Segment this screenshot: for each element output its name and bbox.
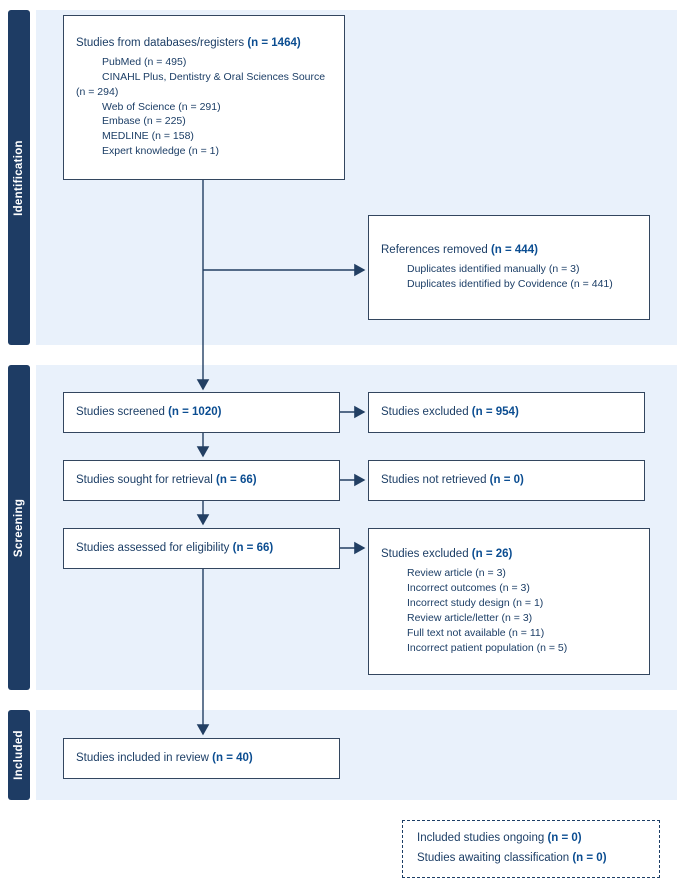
box-screened-label: Studies screened — [76, 406, 169, 419]
sub-item: MEDLINE (n = 158) — [102, 130, 194, 143]
sub-item: Duplicates identified manually (n = 3) — [407, 263, 580, 276]
box-included-review-title — [76, 751, 253, 766]
box-references-removed-title — [381, 243, 637, 258]
box-databases-count: (n = 1464) — [247, 36, 301, 49]
sub-item: PubMed (n = 495) — [102, 55, 187, 68]
box-databases — [63, 15, 345, 180]
box-not-retrieved-title — [381, 473, 524, 488]
sub-item: Web of Science (n = 291) — [102, 100, 221, 113]
box-screened-title — [76, 405, 221, 420]
box-references-removed-items — [381, 262, 637, 292]
awaiting-line — [417, 849, 645, 869]
stage-label-screening: Screening — [13, 498, 25, 557]
ongoing-line — [417, 829, 645, 849]
stage-label-included: Included — [13, 730, 25, 780]
box-retrieval-count: (n = 66) — [216, 474, 257, 487]
box-databases-items — [76, 55, 332, 159]
box-eligibility-label: Studies assessed for eligibility — [76, 542, 233, 555]
box-excluded-eligibility-items — [381, 566, 637, 655]
box-excluded-screening — [368, 392, 645, 433]
sub-item: Incorrect patient population (n = 5) — [407, 641, 568, 654]
sub-item: Duplicates identified by Covidence (n = 441) — [407, 277, 613, 290]
stage-bar-included — [8, 710, 30, 800]
box-excluded-screening-label: Studies excluded — [381, 406, 472, 419]
box-included-review — [63, 738, 340, 779]
box-retrieval-label: Studies sought for retrieval — [76, 474, 216, 487]
box-not-retrieved-count: (n = 0) — [489, 474, 524, 487]
box-excluded-eligibility-title — [381, 547, 637, 562]
ongoing-label: Included studies ongoing — [417, 832, 548, 845]
box-not-retrieved — [368, 460, 645, 501]
sub-item: CINAHL Plus, Dentistry & Oral Sciences Source (n = 294) — [76, 70, 326, 98]
box-eligibility — [63, 528, 340, 569]
box-databases-title — [76, 36, 332, 51]
awaiting-count: (n = 0) — [572, 852, 607, 864]
box-included-review-count: (n = 40) — [212, 752, 253, 765]
stage-bar-identification — [8, 10, 30, 345]
awaiting-label: Studies awaiting classification — [417, 852, 573, 864]
box-included-review-label: Studies included in review — [76, 752, 213, 765]
box-databases-label: Studies from databases/registers — [76, 36, 248, 49]
box-excluded-eligibility — [368, 528, 650, 675]
box-eligibility-count: (n = 66) — [232, 542, 274, 555]
box-ongoing-awaiting — [402, 820, 660, 878]
box-references-removed-count: (n = 444) — [490, 244, 538, 257]
stage-bar-screening — [8, 365, 30, 690]
box-excluded-eligibility-count: (n = 26) — [471, 548, 513, 561]
box-not-retrieved-label: Studies not retrieved — [381, 474, 490, 487]
sub-item: Full text not available (n = 11) — [407, 626, 545, 639]
stage-label-identification: Identification — [13, 139, 26, 216]
box-eligibility-title — [76, 541, 273, 556]
box-references-removed — [368, 215, 650, 320]
box-excluded-eligibility-label: Studies excluded — [381, 548, 472, 561]
box-screened — [63, 392, 340, 433]
box-references-removed-label: References removed — [381, 244, 491, 257]
sub-item: Embase (n = 225) — [102, 115, 186, 128]
ongoing-count: (n = 0) — [547, 832, 582, 845]
sub-item: Incorrect outcomes (n = 3) — [407, 582, 530, 595]
box-excluded-screening-title — [381, 405, 519, 420]
box-excluded-screening-count: (n = 954) — [471, 406, 519, 419]
sub-item: Review article/letter (n = 3) — [407, 611, 533, 624]
box-retrieval-title — [76, 473, 257, 488]
sub-item: Incorrect study design (n = 1) — [407, 597, 544, 610]
box-retrieval — [63, 460, 340, 501]
sub-item: Review article (n = 3) — [407, 567, 506, 580]
sub-item: Expert knowledge (n = 1) — [102, 145, 220, 158]
box-screened-count: (n = 1020) — [168, 406, 222, 419]
